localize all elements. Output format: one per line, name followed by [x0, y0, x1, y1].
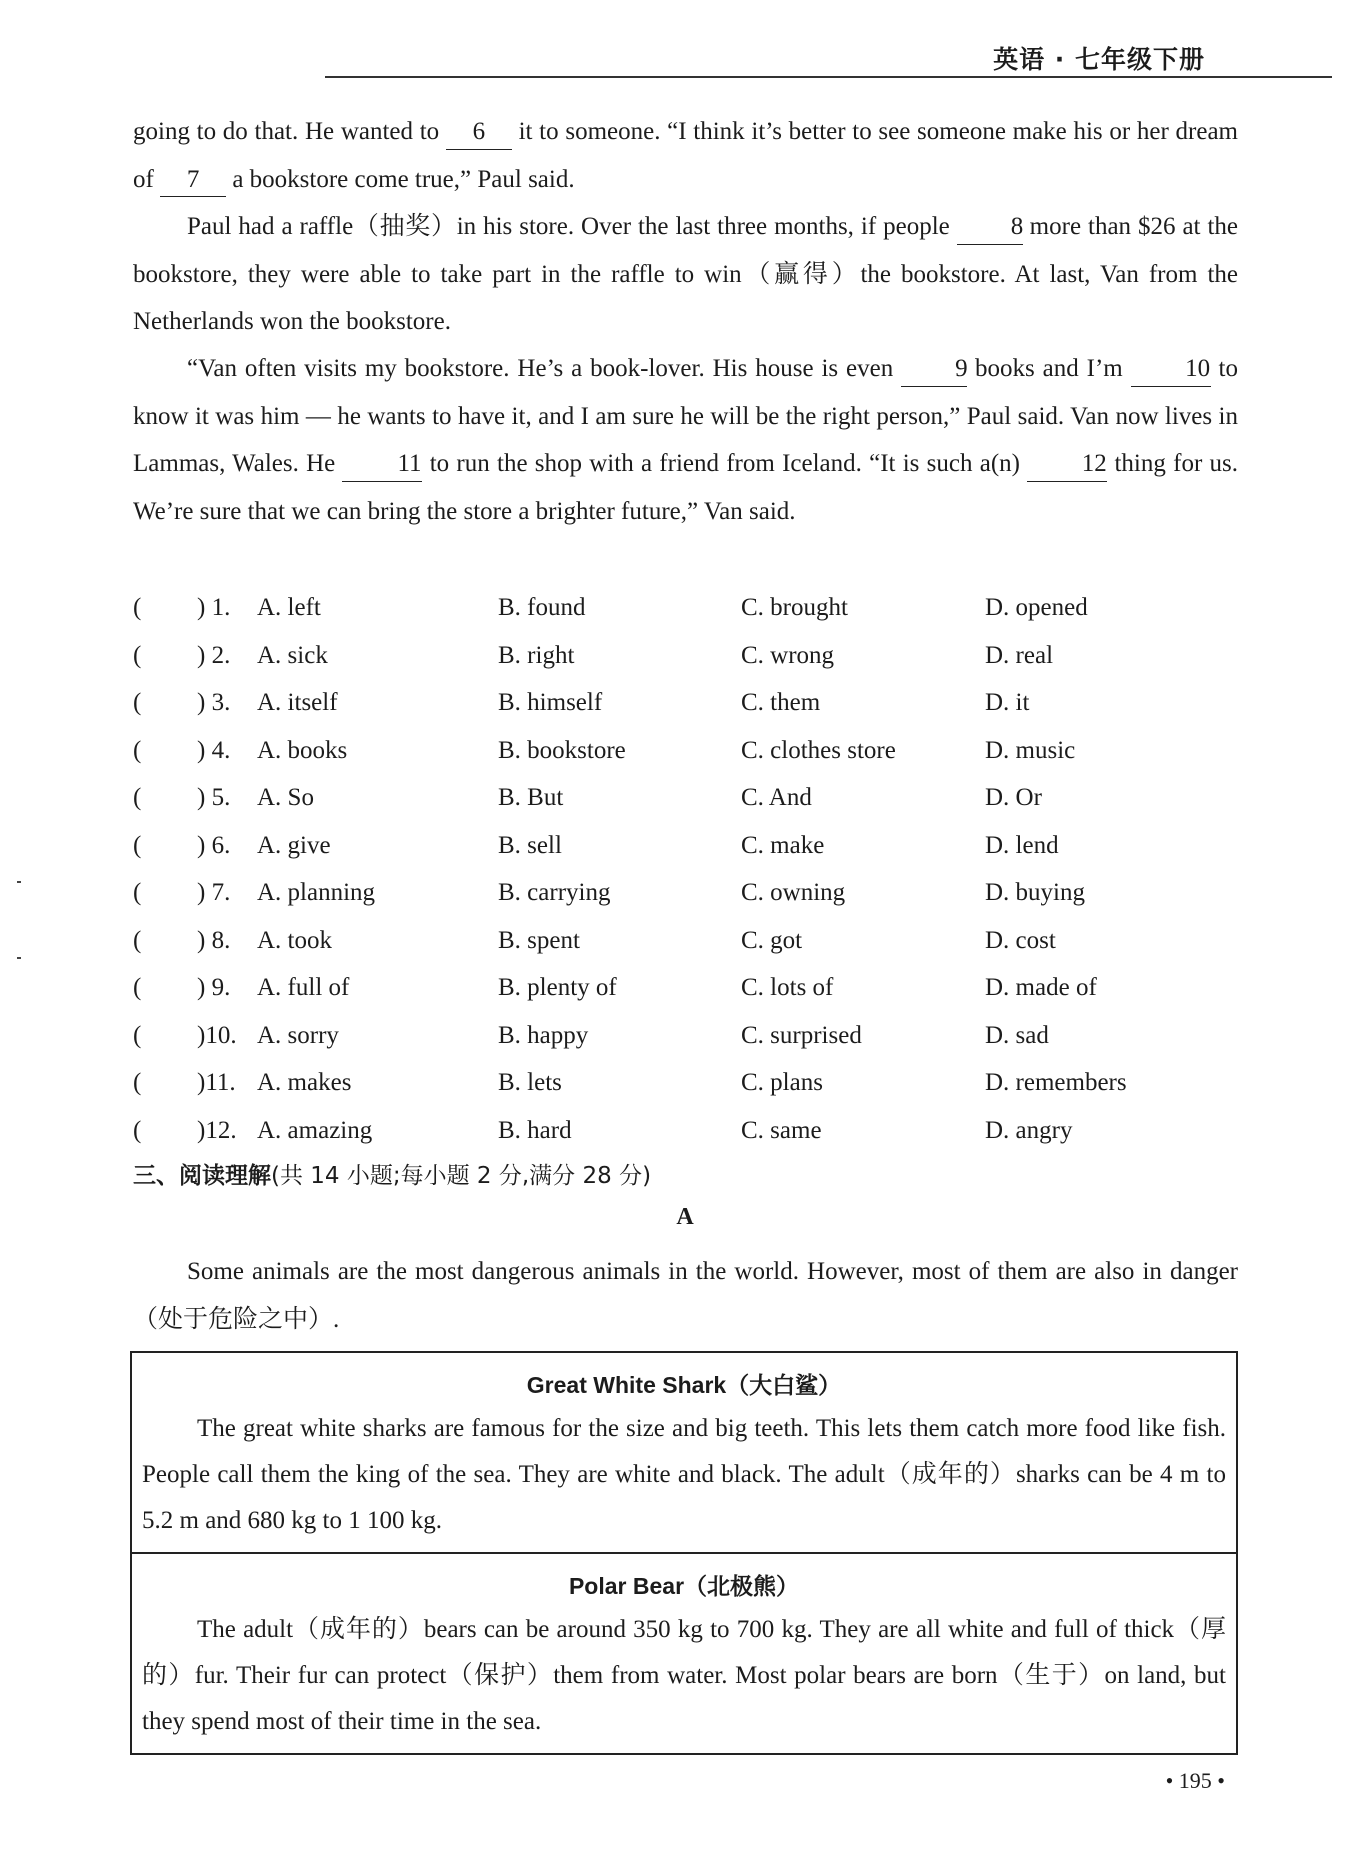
blank-8: 8: [957, 211, 1023, 245]
option-b: B. But: [498, 784, 564, 811]
text: Paul had a raffle（抽奖）in his store. Over the last three months, if people: [187, 213, 957, 240]
answer-paren: (: [133, 831, 142, 859]
text: more than $26 at the bookstore, they were able to take part in the raffle to win（赢得）the bookstore. At last, Van from the Netherlands won the bookstore.: [133, 213, 1238, 335]
option-a: A. makes: [257, 1069, 352, 1096]
edge-mark: [17, 881, 21, 883]
text: books and I’m: [967, 355, 1131, 382]
option-c: C. same: [741, 1116, 822, 1144]
option-d: D. lend: [985, 831, 1059, 859]
text: to run the shop with a friend from Iceland. “It is such a(n): [422, 450, 1028, 477]
option-c: C. And: [741, 784, 812, 811]
option-a: A. sick: [257, 641, 328, 669]
cloze-paragraph-3: [133, 345, 1238, 535]
answer-paren: (: [133, 1021, 142, 1049]
blank-11: 11: [342, 448, 422, 482]
section-heading: 三、阅读理解: [133, 1163, 271, 1189]
option-a: A. left: [257, 594, 321, 621]
question-row: [133, 964, 1233, 1012]
info-box-title: Polar Bear（北极熊）: [568, 1573, 800, 1599]
question-row: [133, 869, 1233, 917]
question-row: [133, 584, 1233, 632]
question-number: ) 8.: [197, 926, 231, 954]
option-c: C. wrong: [741, 641, 835, 669]
option-b: B. lets: [498, 1069, 562, 1096]
answer-paren: (: [133, 879, 142, 906]
text: thing for us. We’re sure that we can bring the store a brighter future,” Van said.: [133, 450, 1238, 525]
info-box-text: The adult（成年的）bears can be around 350 kg to 700 kg. They are all white and full of thick（厚的）fur. Their fur can protect（保护）them from water. Most polar bears are born（生于）on land, but they spend most of their time in the sea.: [142, 1616, 1226, 1735]
passage-label: A: [676, 1204, 694, 1230]
blank-6: 6: [446, 116, 512, 150]
answer-paren: (: [133, 784, 142, 811]
option-c: C. clothes store: [741, 736, 896, 764]
cloze-paragraph-2: [133, 203, 1238, 346]
answer-paren: (: [133, 974, 142, 1001]
answer-paren: (: [133, 1069, 142, 1096]
info-box-title: Great White Shark（大白鲨）: [526, 1372, 842, 1398]
answer-paren: (: [133, 1116, 142, 1144]
question-row: [133, 774, 1233, 822]
text: going to do that. He wanted to: [133, 118, 446, 145]
option-b: B. bookstore: [498, 736, 626, 764]
text: “Van often visits my bookstore. He’s a book-lover. His house is even: [187, 355, 902, 382]
answer-options: [133, 584, 1233, 1154]
option-a: A. amazing: [257, 1116, 373, 1144]
option-d: D. cost: [985, 926, 1056, 954]
option-b: B. spent: [498, 926, 580, 954]
edge-mark: [17, 957, 21, 959]
question-row: [133, 1059, 1233, 1107]
option-b: B. plenty of: [498, 974, 617, 1001]
info-box-polar-bear: [132, 1552, 1236, 1753]
question-number: )11.: [197, 1069, 236, 1096]
option-c: C. brought: [741, 594, 848, 621]
option-c: C. make: [741, 831, 825, 859]
option-d: D. Or: [985, 784, 1042, 811]
option-d: D. real: [985, 641, 1054, 669]
question-row: [133, 917, 1233, 965]
option-b: B. carrying: [498, 879, 611, 906]
header-title: 英语 · 七年级下册: [993, 45, 1205, 74]
option-c: C. surprised: [741, 1021, 862, 1049]
option-a: A. took: [257, 926, 332, 954]
question-row: [133, 1107, 1233, 1155]
question-number: ) 7.: [197, 879, 231, 906]
option-c: C. lots of: [741, 974, 834, 1001]
question-number: ) 9.: [197, 974, 231, 1001]
text: a bookstore come true,” Paul said.: [226, 165, 575, 193]
question-number: ) 4.: [197, 736, 231, 764]
answer-paren: (: [133, 594, 142, 621]
question-number: )10.: [197, 1021, 237, 1049]
option-d: D. sad: [985, 1021, 1049, 1049]
question-row: [133, 1012, 1233, 1060]
question-number: ) 3.: [197, 689, 231, 716]
blank-12: 12: [1027, 448, 1107, 482]
question-row: [133, 632, 1233, 680]
blank-9: 9: [901, 353, 967, 387]
page-number: • 195 •: [1165, 1768, 1225, 1793]
option-c: C. plans: [741, 1069, 823, 1096]
section-title: [133, 1157, 651, 1190]
option-a: A. give: [257, 831, 331, 859]
option-a: A. planning: [257, 879, 376, 906]
option-c: C. them: [741, 689, 821, 716]
option-d: D. it: [985, 689, 1030, 716]
question-row: [133, 679, 1233, 727]
option-b: B. right: [498, 641, 575, 669]
option-b: B. sell: [498, 831, 562, 859]
option-d: D. made of: [985, 974, 1097, 1001]
option-c: C. owning: [741, 879, 846, 906]
question-number: )12.: [197, 1116, 237, 1144]
option-b: B. himself: [498, 689, 603, 716]
question-number: ) 6.: [197, 831, 231, 859]
option-a: A. sorry: [257, 1021, 339, 1049]
option-c: C. got: [741, 926, 803, 954]
header-rule: [325, 76, 1332, 78]
text: it to someone. “I think it’s better to see someone make his or her dream of: [133, 118, 1238, 193]
question-row: [133, 822, 1233, 870]
option-b: B. happy: [498, 1021, 589, 1049]
cloze-paragraph-1: [133, 108, 1238, 203]
info-box-shark: [132, 1353, 1236, 1552]
answer-paren: (: [133, 641, 142, 669]
option-d: D. buying: [985, 879, 1085, 906]
option-a: A. itself: [257, 689, 338, 716]
text: to know it was him — he wants to have it, and I am sure he will be the right person,” Paul said. Van now lives in Lammas, Wales. He: [133, 355, 1239, 477]
blank-10: 10: [1131, 353, 1211, 387]
option-d: D. remembers: [985, 1069, 1127, 1096]
section-note: (共 14 小题;每小题 2 分,满分 28 分): [271, 1163, 652, 1189]
option-b: B. found: [498, 594, 586, 621]
blank-7: 7: [160, 164, 226, 198]
answer-paren: (: [133, 926, 142, 954]
question-number: ) 2.: [197, 641, 231, 669]
option-a: A. books: [257, 736, 348, 764]
question-number: ) 5.: [197, 784, 231, 811]
option-a: A. full of: [257, 974, 350, 1001]
option-a: A. So: [257, 784, 314, 811]
option-d: D. angry: [985, 1116, 1073, 1144]
option-d: D. music: [985, 736, 1076, 764]
answer-paren: (: [133, 689, 142, 716]
option-b: B. hard: [498, 1116, 572, 1144]
question-row: [133, 727, 1233, 775]
option-d: D. opened: [985, 594, 1088, 621]
question-number: ) 1.: [197, 594, 231, 621]
info-table: [130, 1351, 1238, 1755]
info-box-text: The great white sharks are famous for the size and big teeth. This lets them catch more food like fish. People call them the king of the sea. They are white and black. The adult（成年的）sharks can be 4 m to 5.2 m and 680 kg to 1 100 kg.: [142, 1415, 1226, 1534]
passage-intro: Some animals are the most dangerous animals in the world. However, most of them are also in danger（处于危险之中）.: [133, 1258, 1238, 1333]
answer-paren: (: [133, 736, 142, 764]
